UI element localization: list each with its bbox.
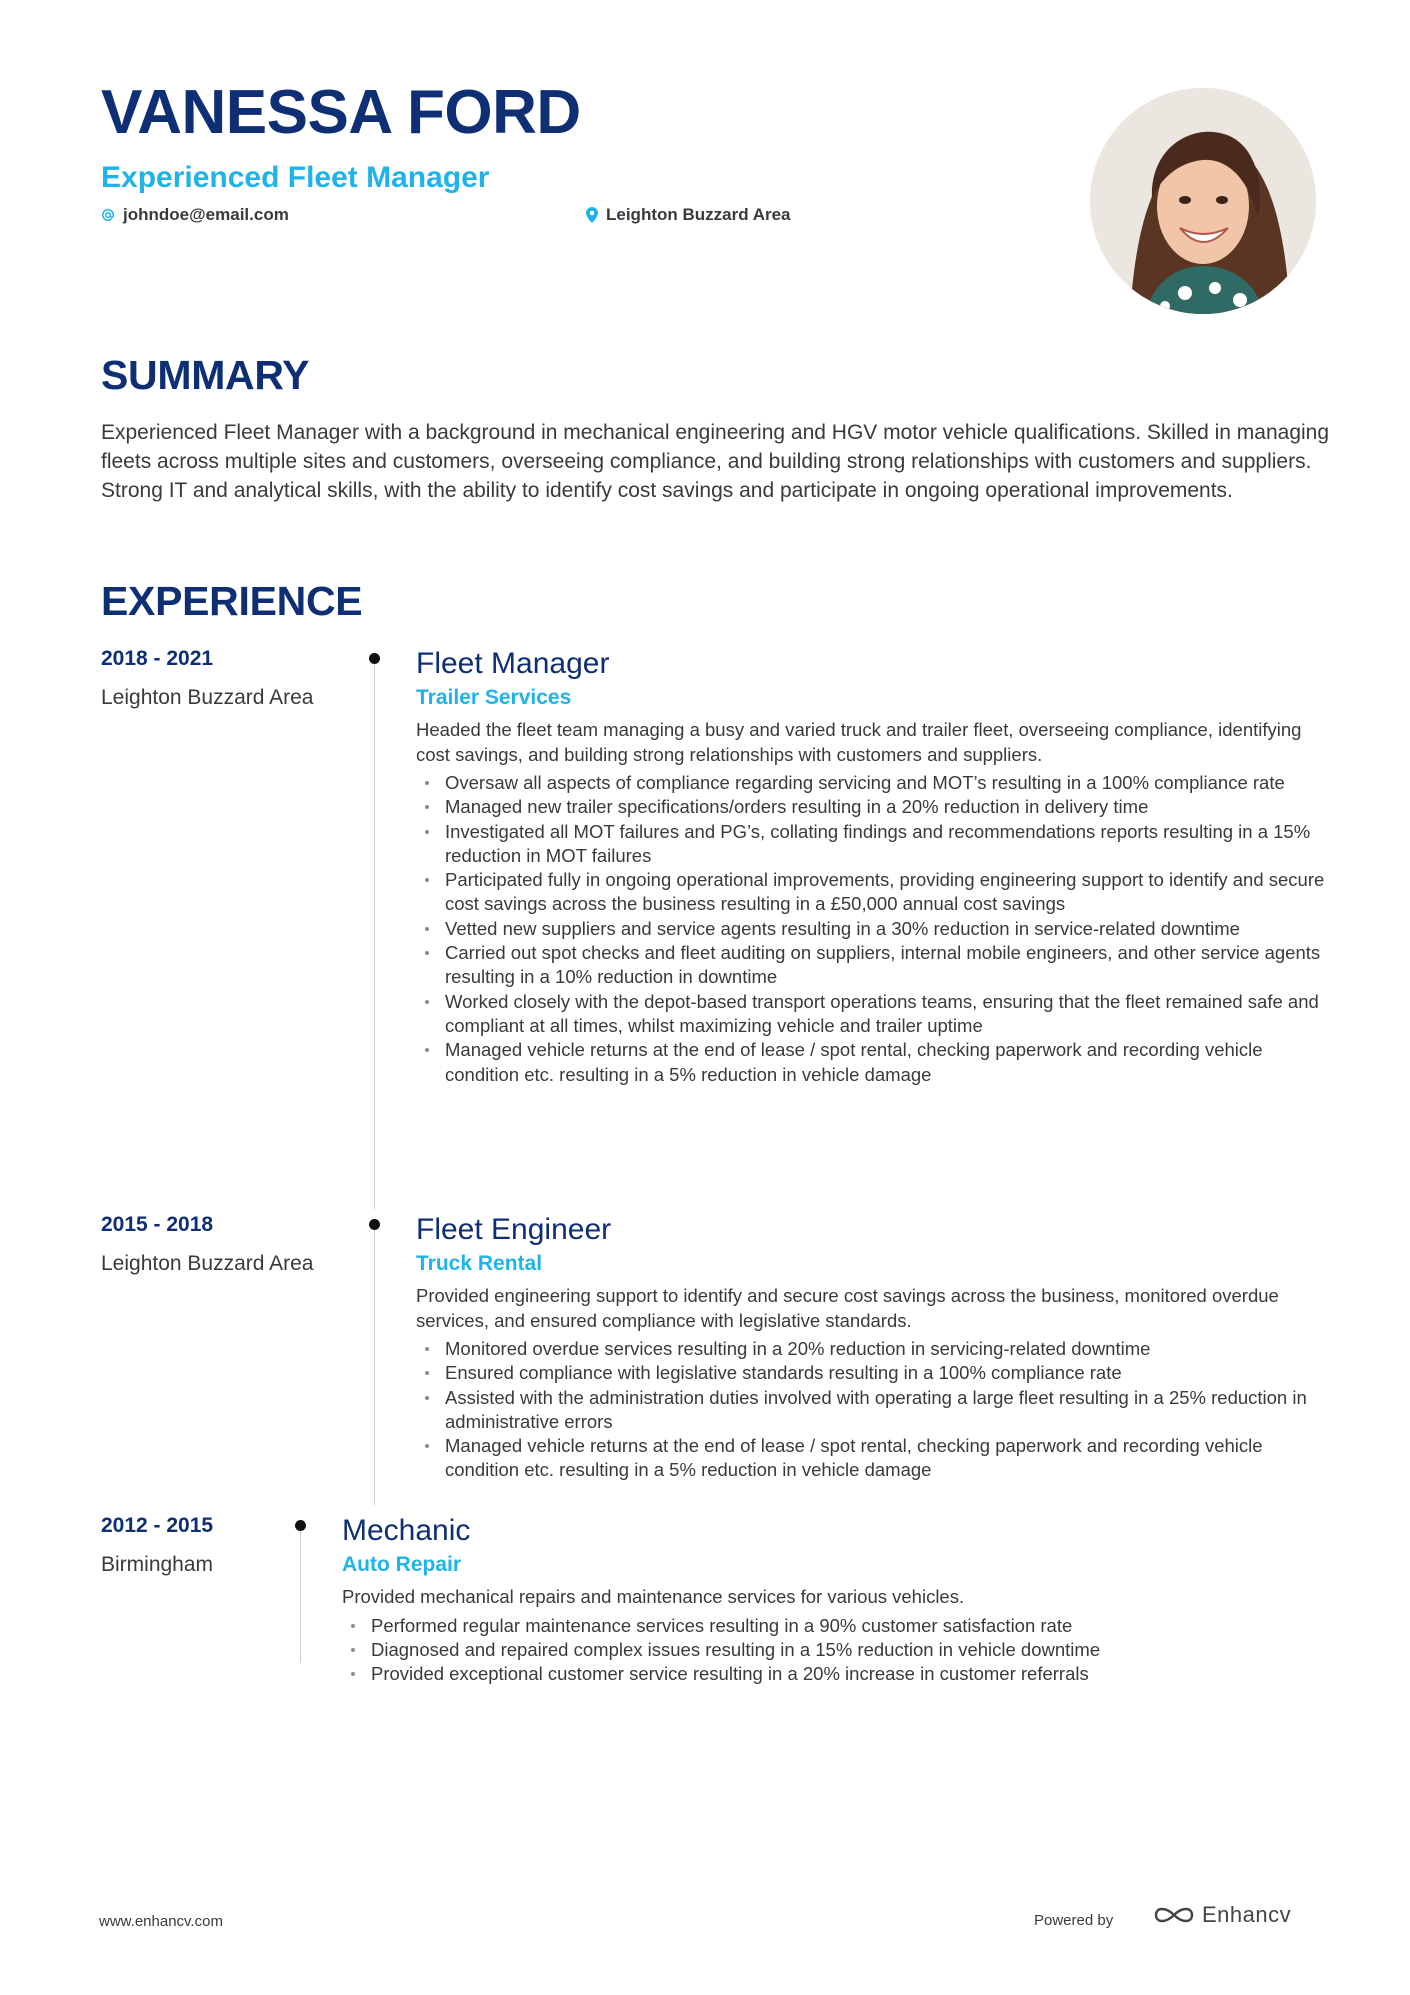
job-company: Truck Rental [416,1252,543,1275]
list-item: Monitored overdue services resulting in a 20% reduction in servicing-related downtime [416,1337,1326,1361]
brand-logo[interactable] [1152,1902,1291,1928]
job-company: Trailer Services [416,686,572,709]
job-dates: 2012 - 2015 [101,1514,214,1537]
timeline-dot [369,653,380,664]
list-item: Worked closely with the depot-based transport operations teams, ensuring that the fleet remained safe and compliant at all times, whilst maximizing vehicle and trailer uptime [416,990,1326,1039]
contact-location-text: Leighton Buzzard Area [606,205,791,224]
list-item: Participated fully in ongoing operational improvements, providing engineering support to identify and secure cost savings across the business resulting in a £50,000 annual cost savings [416,868,1326,917]
job-location: Leighton Buzzard Area [101,1252,314,1275]
contact-email[interactable] [101,205,289,225]
location-pin-icon [586,207,598,223]
timeline-line [300,1531,301,1663]
enhancv-logo-icon [1152,1903,1196,1927]
powered-by-label: Powered by [1034,1912,1114,1929]
timeline-dot [369,1219,380,1230]
job-location: Birmingham [101,1553,214,1576]
job-company: Auto Repair [342,1553,462,1576]
job-title: Fleet Engineer [416,1213,612,1246]
candidate-name: VANESSA FORD [101,78,581,147]
job-bullets [342,1614,1332,1687]
job-dates: 2015 - 2018 [101,1213,214,1236]
list-item: Ensured compliance with legislative standards resulting in a 100% compliance rate [416,1361,1326,1385]
job-dates: 2018 - 2021 [101,647,214,670]
contact-email-text: johndoe@email.com [123,205,289,224]
job-entry [342,1513,1332,1686]
profile-photo [1090,88,1316,314]
footer-url[interactable]: www.enhancv.com [99,1913,223,1930]
list-item: Diagnosed and repaired complex issues resulting in a 15% reduction in vehicle downtime [342,1638,1332,1662]
contact-location [586,205,791,225]
job-entry [416,646,1326,1087]
timeline-dot [295,1520,306,1531]
job-location: Leighton Buzzard Area [101,686,314,709]
job-bullets [416,771,1326,1087]
list-item: Managed vehicle returns at the end of lease / spot rental, checking paperwork and recording vehicle condition etc. resulting in a 5% reduction in vehicle damage [416,1434,1326,1483]
summary-text: Experienced Fleet Manager with a background in mechanical engineering and HGV motor vehicle qualifications. Skilled in managing fleets across multiple sites and customers, overseeing compliance, and building strong relationships with customers and suppliers. Strong IT and analytical skills, with the ability to identify cost savings and participate in ongoing operational improvements. [101,421,1330,502]
summary-heading: SUMMARY [101,352,310,398]
timeline-line [374,1230,375,1505]
timeline-line [374,664,375,1209]
brand-name: Enhancv [1202,1902,1292,1927]
list-item: Provided exceptional customer service resulting in a 20% increase in customer referrals [342,1662,1332,1686]
list-item: Carried out spot checks and fleet auditing on suppliers, internal mobile engineers, and other service agents resulting in a 10% reduction in downtime [416,941,1326,990]
experience-heading: EXPERIENCE [101,578,363,624]
job-entry [416,1212,1326,1483]
list-item: Oversaw all aspects of compliance regarding servicing and MOT’s resulting in a 100% compliance rate [416,771,1326,795]
list-item: Assisted with the administration duties involved with operating a large fleet resulting in a 25% reduction in administrative errors [416,1386,1326,1435]
job-title: Mechanic [342,1514,471,1547]
list-item: Performed regular maintenance services resulting in a 90% customer satisfaction rate [342,1614,1332,1638]
job-description: Provided mechanical repairs and maintenance services for various vehicles. [342,1586,965,1607]
list-item: Managed vehicle returns at the end of lease / spot rental, checking paperwork and recording vehicle condition etc. resulting in a 5% reduction in vehicle damage [416,1038,1326,1087]
job-description: Headed the fleet team managing a busy and varied truck and trailer fleet, overseeing compliance, identifying cost savings, and building strong relationships with customers and suppliers. [416,719,1302,765]
job-description: Provided engineering support to identify and secure cost savings across the business, monitored overdue services, and ensured compliance with legislative standards. [416,1285,1279,1331]
job-title: Fleet Manager [416,647,610,680]
candidate-role: Experienced Fleet Manager [101,161,490,194]
at-icon [101,208,115,222]
job-bullets [416,1337,1326,1483]
list-item: Investigated all MOT failures and PG’s, collating findings and recommendations reports resulting in a 15% reduction in MOT failures [416,820,1326,869]
list-item: Managed new trailer specifications/orders resulting in a 20% reduction in delivery time [416,795,1326,819]
list-item: Vetted new suppliers and service agents resulting in a 30% reduction in service-related downtime [416,917,1326,941]
